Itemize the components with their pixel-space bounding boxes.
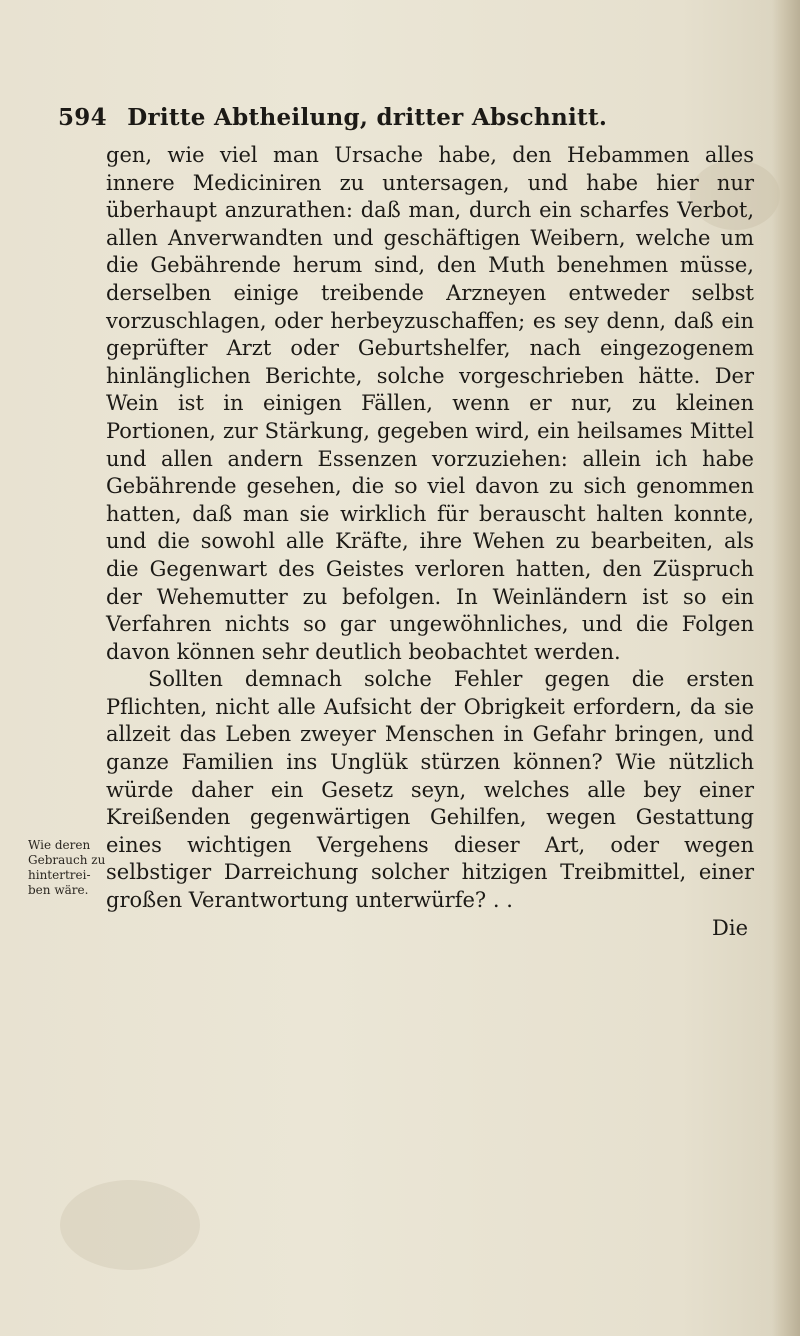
marginal-note-line: Gebrauch zu bbox=[28, 853, 106, 867]
marginal-note-line: Wie deren bbox=[28, 838, 91, 852]
paragraph-1: gen, wie viel man Ursache habe, den Hebammen alles innere Mediciniren zu untersagen, und habe hier nur überhaupt anzurathen: daß man, durch ein scharfes Verbot, allen Anverwandten und geschäftigen Weibern, welche um die Gebährende herum sind, den Muth benehmen müsse, derselben einige treibende Arzneyen entweder selbst vorzuschlagen, oder herbeyzuschaffen; es sey denn, daß ein geprüfter Arzt oder Geburtshelfer, nach eingezogenem hinlänglichen Berichte, solche vorgeschrieben hätte. Der Wein ist in einigen Fällen, wenn er nur, zu kleinen Portionen, zur Stärkung, gegeben wird, ein heilsames Mittel und allen andern Essenzen vorzuziehen: allein ich habe Gebährende gesehen, die so viel davon zu sich genommen hatten, daß man sie wirklich für berauscht halten konnte, und die sowohl alle Kräfte, ihre Wehen zu bearbeiten, als die Gegenwart des Geistes verloren hatten, den Züspruch der Wehemutter zu befolgen. In Weinländern ist so ein Verfahren nichts so gar ungewöhnliches, und die Folgen davon können sehr deutlich beobachtet werden. bbox=[106, 143, 754, 664]
page-number: 594 bbox=[58, 104, 107, 131]
marginal-note bbox=[28, 838, 106, 898]
paper-stain bbox=[60, 1180, 200, 1270]
body-text bbox=[106, 142, 754, 942]
page-edge-shadow bbox=[772, 0, 800, 1336]
running-header bbox=[58, 104, 738, 144]
marginal-note-line: ben wäre. bbox=[28, 883, 89, 897]
catchword: Die bbox=[712, 915, 748, 940]
paragraph-2: Sollten demnach solche Fehler gegen die ersten Pflichten, nicht alle Aufsicht der Obrigkeit erfordern, da sie allzeit das Leben zweyer Menschen in Gefahr bringen, und ganze Familien ins Unglük stürzen können? Wie nützlich würde daher ein Gesetz seyn, welches alle bey einer Kreißenden gegenwärtigen Gehilfen, wegen Gestattung eines wichtigen Vergehens dieser Art, oder wegen selbstiger Darreichung solcher hitzigen Treibmittel, einer großen Verantwortung unterwürfe? . . bbox=[106, 667, 754, 913]
marginal-note-line: hintertrei- bbox=[28, 868, 91, 882]
running-title: Dritte Abtheilung, dritter Abschnitt. bbox=[127, 104, 608, 131]
